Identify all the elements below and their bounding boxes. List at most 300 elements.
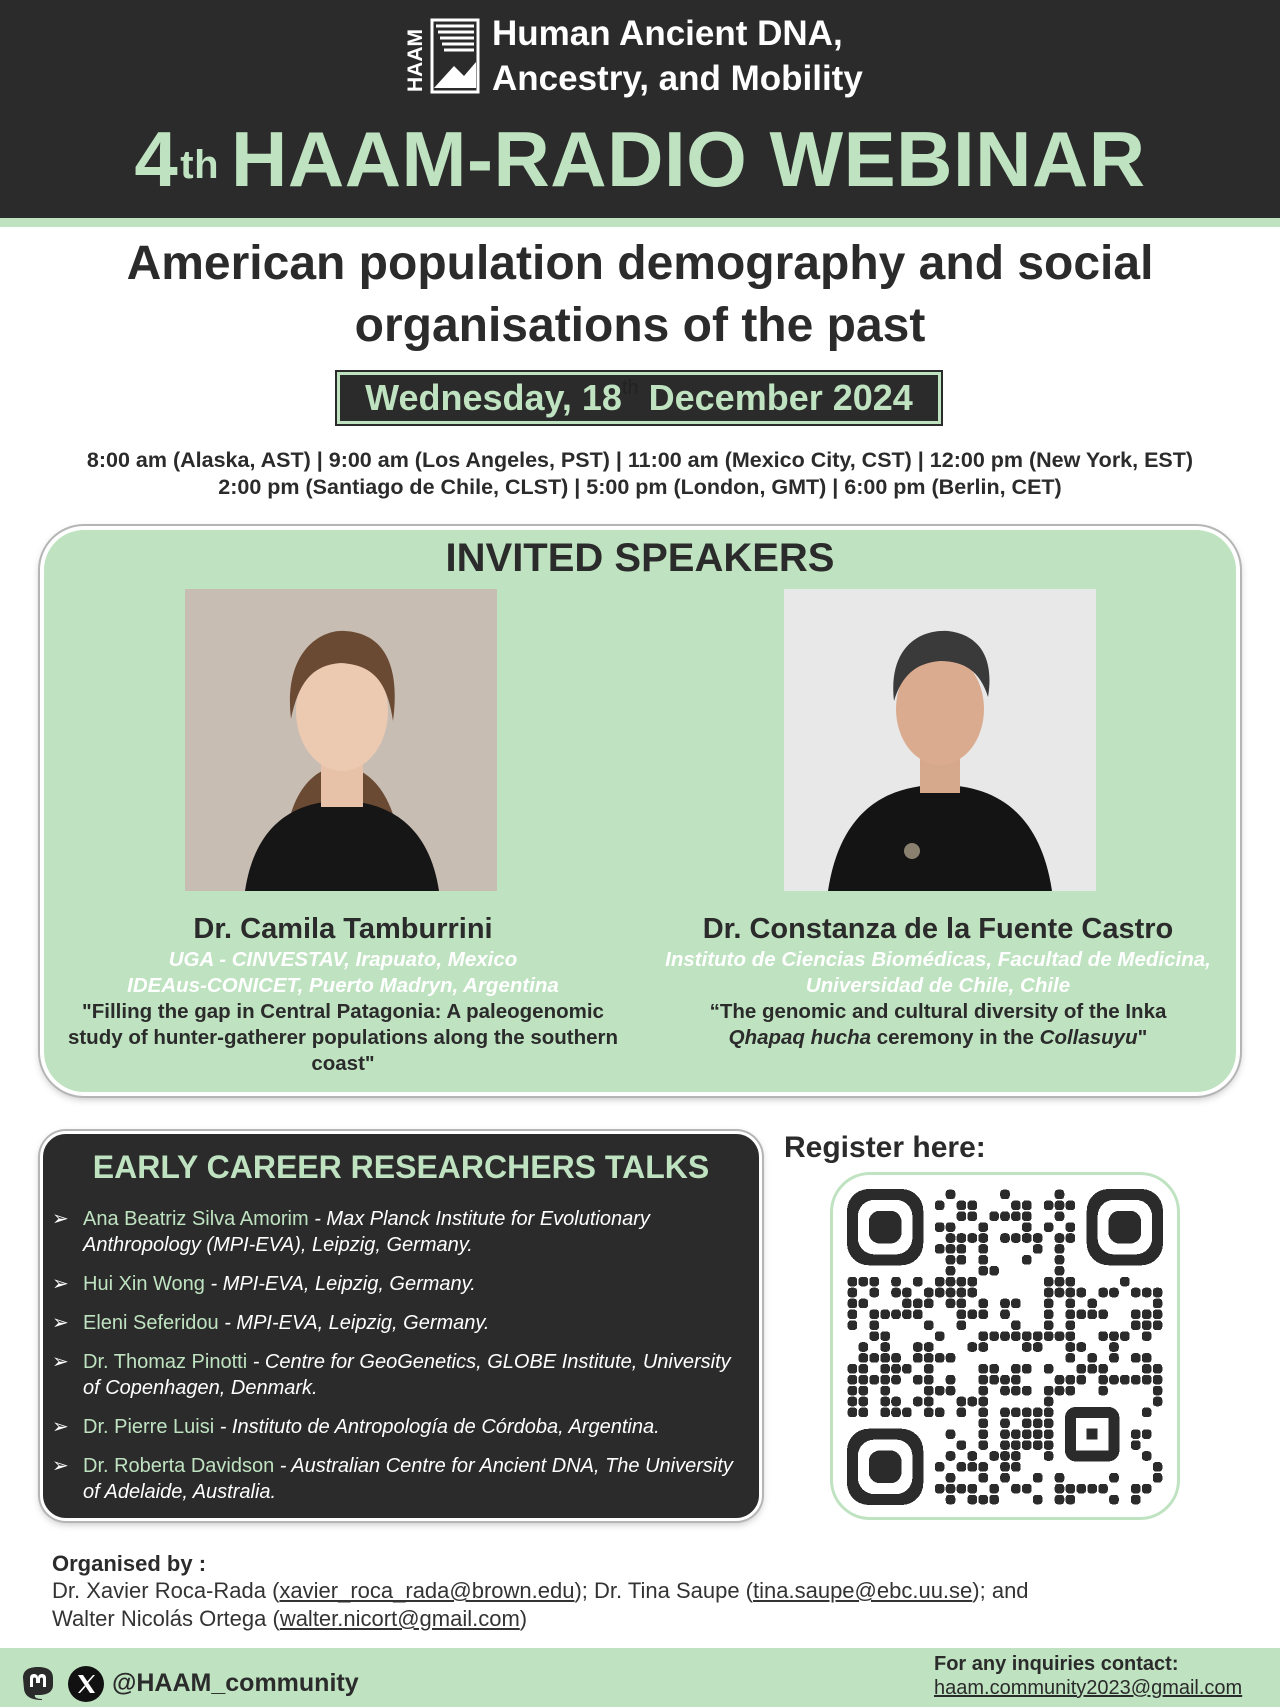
ecr-list-item [52, 1453, 752, 1505]
qr-module [1011, 1429, 1021, 1439]
qr-module [1044, 1440, 1054, 1450]
arrow-bullet-icon: ➢ [52, 1351, 69, 1373]
qr-module [859, 1299, 869, 1309]
qr-module [957, 1201, 967, 1211]
organiser-text: ) [519, 1606, 528, 1631]
inquiries-label: For any inquiries contact: [934, 1653, 1179, 1675]
qr-module [1153, 1473, 1163, 1483]
qr-module [1142, 1364, 1152, 1374]
qr-module [1011, 1440, 1021, 1450]
qr-module [1000, 1408, 1010, 1418]
qr-module [891, 1353, 901, 1363]
topic-line1: American population demography and social [126, 237, 1154, 290]
qr-module [1142, 1310, 1152, 1320]
qr-module [880, 1342, 890, 1352]
time-zones [20, 447, 1260, 501]
organisers-line1 [52, 1577, 1232, 1605]
qr-module [913, 1310, 923, 1320]
qr-module [1055, 1244, 1065, 1254]
qr-module [1153, 1364, 1163, 1374]
qr-module [978, 1244, 988, 1254]
qr-module [880, 1375, 890, 1385]
qr-module [978, 1397, 988, 1407]
qr-module [1087, 1310, 1097, 1320]
speaker-1-talk-title [48, 999, 638, 1077]
qr-module [978, 1342, 988, 1352]
qr-module [935, 1277, 945, 1287]
speaker-2-talk-italic-a: Qhapaq hucha [728, 1026, 872, 1049]
qr-module [1066, 1342, 1076, 1352]
qr-module [935, 1331, 945, 1341]
arrow-bullet-icon: ➢ [52, 1416, 69, 1438]
qr-module [946, 1277, 956, 1287]
qr-module [1055, 1190, 1065, 1200]
qr-module [1000, 1233, 1010, 1243]
organiser-text: Walter Nicolás Ortega ( [52, 1606, 280, 1631]
ecr-affiliation: - MPI-EVA, Leipzig, Germany. [218, 1312, 490, 1334]
qr-module [869, 1288, 879, 1298]
qr-module [957, 1299, 967, 1309]
qr-module [989, 1495, 999, 1505]
ecr-name: Eleni Seferidou [83, 1312, 219, 1334]
organisers-line2 [52, 1605, 1232, 1633]
qr-module [848, 1408, 858, 1418]
speaker-2-affiliation-line2: Universidad de Chile, Chile [805, 974, 1071, 997]
qr-module [1055, 1266, 1065, 1276]
qr-module [924, 1299, 934, 1309]
speaker-2-talk-title [648, 999, 1228, 1051]
qr-module [859, 1342, 869, 1352]
qr-module [1153, 1397, 1163, 1407]
qr-module [978, 1364, 988, 1374]
ecr-talks-heading: EARLY CAREER RESEARCHERS TALKS [92, 1149, 710, 1185]
speaker-2-talk-line2 [648, 1025, 1228, 1051]
webinar-ordinal-suffix: th [180, 143, 220, 187]
qr-module [1098, 1484, 1108, 1494]
qr-module [1044, 1201, 1054, 1211]
qr-module [848, 1299, 858, 1309]
qr-module [848, 1375, 858, 1385]
ecr-list-item [52, 1310, 752, 1336]
qr-module [946, 1451, 956, 1461]
organiser-email-link[interactable]: xavier_roca_rada@brown.edu [279, 1578, 575, 1603]
qr-module [880, 1310, 890, 1320]
qr-module [1000, 1310, 1010, 1320]
qr-module [978, 1233, 988, 1243]
qr-module [859, 1277, 869, 1287]
qr-module [946, 1429, 956, 1439]
speaker-2-talk-plain-d: " [1137, 1026, 1148, 1049]
registration-qr-code[interactable] [830, 1172, 1180, 1520]
qr-module [1055, 1375, 1065, 1385]
qr-module [1076, 1342, 1086, 1352]
qr-module [1098, 1386, 1108, 1396]
qr-module [1076, 1288, 1086, 1298]
qr-module [1142, 1331, 1152, 1341]
qr-module [1142, 1288, 1152, 1298]
qr-module [978, 1386, 988, 1396]
x-twitter-icon[interactable] [68, 1666, 104, 1702]
qr-module [968, 1342, 978, 1352]
speaker-1-talk-line3: coast" [311, 1052, 375, 1075]
qr-module [1011, 1299, 1021, 1309]
qr-module [1044, 1386, 1054, 1396]
qr-module [1000, 1418, 1010, 1428]
qr-module [935, 1462, 945, 1472]
qr-module [1022, 1201, 1032, 1211]
qr-module [859, 1375, 869, 1385]
ecr-list-item [52, 1271, 752, 1297]
qr-module [1022, 1440, 1032, 1450]
qr-module [848, 1288, 858, 1298]
qr-module [859, 1397, 869, 1407]
invited-speakers-heading: INVITED SPEAKERS [445, 536, 835, 580]
qr-module [869, 1353, 879, 1363]
org-name-line1: Human Ancient DNA, [492, 14, 843, 53]
organisers-label: Organised by : [52, 1551, 207, 1576]
qr-module [1011, 1364, 1021, 1374]
qr-module [1066, 1495, 1076, 1505]
qr-module [891, 1408, 901, 1418]
mastodon-icon[interactable] [20, 1665, 56, 1701]
qr-module [1109, 1353, 1119, 1363]
ecr-name: Dr. Thomaz Pinotti [83, 1351, 248, 1373]
social-handle[interactable]: @HAAM_community [112, 1669, 359, 1697]
qr-module [989, 1266, 999, 1276]
qr-module [1022, 1255, 1032, 1265]
qr-module [1033, 1440, 1043, 1450]
qr-module [935, 1353, 945, 1363]
ecr-affiliation: - Max Planck Institute for Evolutionary Anthropology (MPI-EVA), Leipzig, Germany. [83, 1208, 650, 1256]
qr-module [1022, 1222, 1032, 1232]
qr-module [1076, 1310, 1086, 1320]
qr-module [1087, 1364, 1097, 1374]
qr-module [957, 1288, 967, 1298]
qr-module [1153, 1462, 1163, 1472]
speaker-1-affiliation-line1: UGA - CINVESTAV, Irapuato, Mexico [168, 948, 518, 971]
qr-module [848, 1277, 858, 1287]
qr-module [1033, 1342, 1043, 1352]
qr-module [957, 1277, 967, 1287]
qr-module [1022, 1408, 1032, 1418]
event-date-badge [337, 372, 941, 424]
speaker-1-affiliation-line2: IDEAus-CONICET, Puerto Madryn, Argentina [127, 974, 559, 997]
qr-module [1087, 1299, 1097, 1309]
qr-module [1153, 1375, 1163, 1385]
qr-module [1109, 1331, 1119, 1341]
qr-module [1011, 1484, 1021, 1494]
qr-module [957, 1233, 967, 1243]
ecr-list-item [52, 1349, 752, 1401]
qr-module [1087, 1353, 1097, 1363]
qr-module [1000, 1462, 1010, 1472]
qr-module [1131, 1375, 1141, 1385]
qr-module [869, 1375, 879, 1385]
qr-module [968, 1211, 978, 1221]
qr-module [1153, 1299, 1163, 1309]
org-name [492, 11, 863, 101]
qr-module [1044, 1331, 1054, 1341]
speaker-2-affiliation-line1: Instituto de Ciencias Biomédicas, Facultad de Medicina, [665, 948, 1211, 971]
qr-module [968, 1484, 978, 1494]
qr-module [869, 1331, 879, 1341]
qr-module [1153, 1310, 1163, 1320]
qr-module [989, 1484, 999, 1494]
qr-module [891, 1364, 901, 1374]
qr-module [859, 1353, 869, 1363]
qr-module [978, 1310, 988, 1320]
qr-module [902, 1299, 912, 1309]
qr-module [1044, 1451, 1054, 1461]
qr-module [1033, 1429, 1043, 1439]
qr-module [1066, 1222, 1076, 1232]
qr-module [1011, 1331, 1021, 1341]
qr-module [1011, 1386, 1021, 1396]
qr-module [913, 1375, 923, 1385]
qr-module [1055, 1233, 1065, 1243]
qr-module [946, 1386, 956, 1396]
qr-module [1022, 1429, 1032, 1439]
qr-module [848, 1310, 858, 1320]
ecr-affiliation: - Instituto de Antropología de Córdoba, Argentina. [214, 1416, 660, 1438]
qr-module [968, 1462, 978, 1472]
qr-module [924, 1408, 934, 1418]
qr-module [935, 1201, 945, 1211]
qr-module [1153, 1288, 1163, 1298]
qr-module [1044, 1299, 1054, 1309]
qr-module [968, 1310, 978, 1320]
qr-module [1000, 1429, 1010, 1439]
speaker-1-talk-line2: study of hunter-gatherer populations along the southern [67, 1026, 619, 1049]
qr-module [978, 1255, 988, 1265]
qr-module [1022, 1233, 1032, 1243]
haam-logo [404, 14, 863, 98]
topic-line2: organisations of the past [354, 299, 926, 352]
qr-module [1142, 1408, 1152, 1418]
qr-module [1066, 1320, 1076, 1330]
qr-module [1098, 1288, 1108, 1298]
qr-module [1044, 1310, 1054, 1320]
qr-module [1022, 1418, 1032, 1428]
qr-module [1033, 1495, 1043, 1505]
qr-module [968, 1397, 978, 1407]
qr-module [957, 1211, 967, 1221]
qr-module [957, 1484, 967, 1494]
qr-module [1142, 1320, 1152, 1330]
qr-module [957, 1255, 967, 1265]
qr-module [913, 1353, 923, 1363]
time-zones-line1: 8:00 am (Alaska, AST) | 9:00 am (Los Angeles, PST) | 11:00 am (Mexico City, CST) | 12:00 pm (New York, EST) [86, 448, 1194, 472]
organiser-email-link[interactable]: tina.saupe@ebc.uu.se [753, 1578, 973, 1603]
qr-module [1000, 1299, 1010, 1309]
qr-module [880, 1397, 890, 1407]
qr-module [924, 1320, 934, 1330]
qr-module [1033, 1233, 1043, 1243]
qr-module [1120, 1331, 1130, 1341]
header-accent-stripe [0, 218, 1280, 227]
qr-module [1131, 1484, 1141, 1494]
qr-module [1066, 1299, 1076, 1309]
speaker-2-photo [784, 589, 1096, 891]
qr-module [957, 1244, 967, 1254]
qr-module [946, 1299, 956, 1309]
qr-module [1044, 1429, 1054, 1439]
qr-module [902, 1288, 912, 1298]
qr-module [1000, 1451, 1010, 1461]
arrow-bullet-icon: ➢ [52, 1208, 69, 1230]
speaker-1-portrait [185, 589, 497, 891]
qr-module [924, 1386, 934, 1396]
qr-module [989, 1331, 999, 1341]
qr-module [1055, 1331, 1065, 1341]
haam-logo-icon [404, 18, 480, 94]
speaker-1-photo [185, 589, 497, 891]
webinar-title-text: HAAM-RADIO WEBINAR [231, 115, 1146, 203]
qr-module [1000, 1440, 1010, 1450]
qr-module [859, 1408, 869, 1418]
qr-module [1000, 1473, 1010, 1483]
qr-module [1131, 1320, 1141, 1330]
date-suffix: th [621, 377, 639, 399]
qr-module [968, 1288, 978, 1298]
arrow-bullet-icon: ➢ [52, 1273, 69, 1295]
qr-module [957, 1397, 967, 1407]
qr-module [1120, 1277, 1130, 1287]
qr-module [891, 1375, 901, 1385]
qr-module [1066, 1233, 1076, 1243]
qr-module [1055, 1211, 1065, 1221]
qr-module [989, 1211, 999, 1221]
qr-module [891, 1277, 901, 1287]
qr-module [1142, 1484, 1152, 1494]
qr-module [1131, 1495, 1141, 1505]
time-zones-line2: 2:00 pm (Santiago de Chile, CLST) | 5:00 pm (London, GMT) | 6:00 pm (Berlin, CET) [218, 475, 1062, 499]
qr-module [978, 1222, 988, 1232]
qr-module [978, 1440, 988, 1450]
qr-module [1033, 1408, 1043, 1418]
qr-module [946, 1244, 956, 1254]
webinar-ordinal: 4 [134, 115, 179, 203]
qr-module [924, 1364, 934, 1374]
qr-module [913, 1342, 923, 1352]
qr-module [968, 1277, 978, 1287]
qr-module [1000, 1375, 1010, 1385]
qr-module [891, 1288, 901, 1298]
qr-module [946, 1233, 956, 1243]
qr-module [1022, 1342, 1032, 1352]
qr-module [1044, 1418, 1054, 1428]
qr-code-icon[interactable] [847, 1189, 1163, 1505]
qr-module [880, 1353, 890, 1363]
qr-module [978, 1331, 988, 1341]
qr-module [924, 1375, 934, 1385]
qr-module [1011, 1375, 1021, 1385]
qr-module [1142, 1375, 1152, 1385]
qr-module [1131, 1429, 1141, 1439]
qr-module [1109, 1473, 1119, 1483]
qr-module [848, 1397, 858, 1407]
qr-module [902, 1408, 912, 1418]
speaker-2-name: Dr. Constanza de la Fuente Castro [702, 913, 1174, 945]
qr-module [1098, 1310, 1108, 1320]
qr-module [946, 1375, 956, 1385]
organiser-text: ); and [972, 1578, 1029, 1603]
qr-module [880, 1331, 890, 1341]
qr-module [1076, 1375, 1086, 1385]
speaker-1-affiliation [48, 947, 638, 999]
qr-module [1011, 1451, 1021, 1461]
qr-module [1022, 1211, 1032, 1221]
arrow-bullet-icon: ➢ [52, 1312, 69, 1334]
qr-module [957, 1440, 967, 1450]
qr-module [968, 1495, 978, 1505]
qr-module [1022, 1331, 1032, 1341]
qr-module [968, 1201, 978, 1211]
qr-module [924, 1397, 934, 1407]
speaker-2-affiliation [648, 947, 1228, 999]
qr-module [1109, 1342, 1119, 1352]
ecr-name: Dr. Pierre Luisi [83, 1416, 215, 1438]
qr-module [1055, 1484, 1065, 1494]
qr-module [1066, 1331, 1076, 1341]
qr-module [1033, 1244, 1043, 1254]
qr-module [1022, 1386, 1032, 1396]
qr-module [848, 1320, 858, 1330]
organisers-text [52, 1577, 1232, 1633]
qr-module [946, 1288, 956, 1298]
qr-module [1055, 1473, 1065, 1483]
qr-module [1153, 1320, 1163, 1330]
organiser-text: Dr. Xavier Roca-Rada ( [52, 1578, 280, 1603]
qr-module [989, 1375, 999, 1385]
qr-module [1076, 1364, 1086, 1374]
qr-module [978, 1418, 988, 1428]
qr-module [978, 1473, 988, 1483]
qr-module [1044, 1397, 1054, 1407]
inquiries-email-link[interactable]: haam.community2023@gmail.com [934, 1677, 1243, 1699]
ecr-talks-list [52, 1206, 752, 1518]
qr-module [1033, 1473, 1043, 1483]
ecr-name: Ana Beatriz Silva Amorim [83, 1208, 309, 1230]
qr-module [913, 1299, 923, 1309]
qr-module [902, 1310, 912, 1320]
qr-module [1033, 1331, 1043, 1341]
qr-module [1011, 1211, 1021, 1221]
qr-module [1131, 1288, 1141, 1298]
qr-module [1055, 1288, 1065, 1298]
qr-module [880, 1408, 890, 1418]
qr-module [1044, 1364, 1054, 1374]
qr-module [1055, 1386, 1065, 1396]
qr-module [978, 1375, 988, 1385]
qr-module [924, 1342, 934, 1352]
register-label: Register here: [784, 1131, 986, 1164]
speaker-1-talk-line1: "Filling the gap in Central Patagonia: A paleogenomic [82, 1000, 604, 1023]
qr-module [1109, 1495, 1119, 1505]
organiser-email-link[interactable]: walter.nicort@gmail.com [279, 1606, 520, 1631]
speaker-2-talk-italic-c: Collasuyu [1039, 1026, 1138, 1049]
qr-module [1066, 1288, 1076, 1298]
qr-module [957, 1310, 967, 1320]
qr-module [935, 1244, 945, 1254]
qr-module [1066, 1484, 1076, 1494]
qr-module [891, 1310, 901, 1320]
qr-module [1066, 1310, 1076, 1320]
qr-module [880, 1386, 890, 1396]
qr-module [1022, 1484, 1032, 1494]
qr-module [957, 1462, 967, 1472]
ecr-list-item [52, 1414, 752, 1440]
